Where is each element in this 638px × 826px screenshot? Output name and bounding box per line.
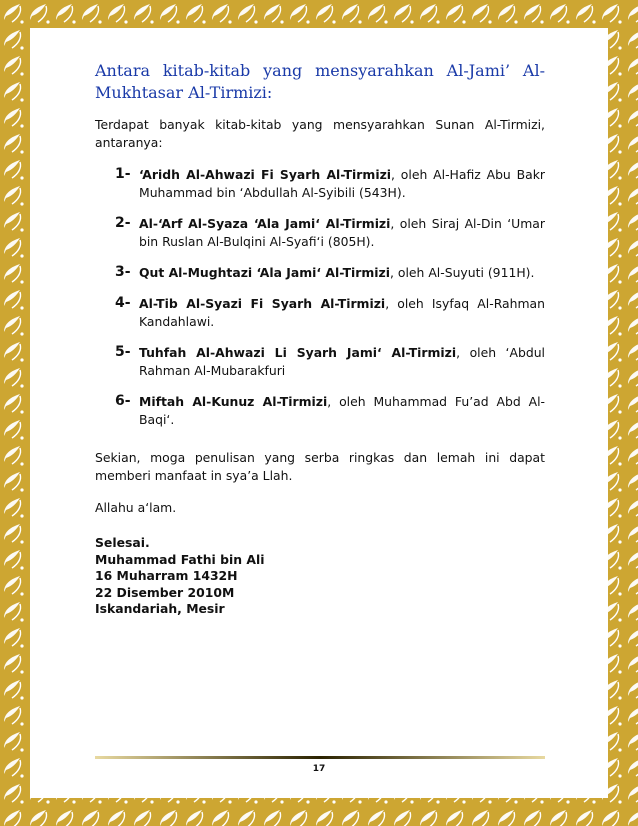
list-item [115,215,545,251]
list-number: 2- [115,215,131,231]
book-title: Al-‘Arf Al-Syaza ‘Ala Jami‘ Al-Tirmizi [139,216,391,231]
book-author: , oleh Muhammad Fu’ad Abd Al-Baqi‘. [139,394,546,427]
list-number: 6- [115,393,131,409]
book-list [95,166,545,429]
signature-hijri-date: 16 Muharram 1432H [95,568,238,583]
allahu-alam: Allahu a‘lam. [95,500,177,515]
document-body [95,60,545,618]
signature-selesai: Selesai. [95,535,150,550]
signature-author: Muhammad Fathi bin Ali [95,551,265,567]
book-author: , oleh ‘Abdul Rahman Al-Mubarakfuri [139,345,545,378]
section-heading: Antara kitab-kitab yang mensyarahkan Al-Jami’ Al-Mukhtasar Al-Tirmizi: [95,61,545,102]
book-title: Al-Tib Al-Syazi Fi Syarh Al-Tirmizi [139,296,386,311]
list-number: 1- [115,166,131,182]
intro-paragraph: Terdapat banyak kitab-kitab yang mensyarahkan Sunan Al-Tirmizi, antaranya: [95,117,545,150]
footer-divider [95,756,545,759]
book-author: , oleh Al-Suyuti (911H). [390,265,535,280]
list-item [115,393,545,429]
book-title: Tuhfah Al-Ahwazi Li Syarh Jami‘ Al-Tirmizi [139,345,457,360]
book-author: , oleh Siraj Al-Din ‘Umar bin Ruslan Al-Bulqini Al-Syafi‘i (805H). [139,216,545,249]
list-item [115,344,545,380]
book-title: Qut Al-Mughtazi ‘Ala Jami‘ Al-Tirmizi [139,265,390,280]
book-author: , oleh Al-Hafiz Abu Bakr Muhammad bin ‘Abdullah Al-Syibili (543H). [139,167,545,200]
page-number: 17 [312,764,326,774]
list-item [115,166,545,202]
signature-gregorian-date: 22 Disember 2010M [95,584,235,600]
list-number: 4- [115,295,131,311]
closing-paragraph: Sekian, moga penulisan yang serba ringkas dan lemah ini dapat memberi manfaat in sya’a Llah. [95,450,545,483]
list-item [115,264,545,282]
list-number: 3- [115,264,131,280]
signature-location: Iskandariah, Mesir [95,601,225,616]
signature-block [95,535,545,618]
book-title: Miftah Al-Kunuz Al-Tirmizi [139,394,328,409]
list-number: 5- [115,344,131,360]
book-title: ‘Aridh Al-Ahwazi Fi Syarh Al-Tirmizi [139,167,392,182]
book-author: , oleh Isyfaq Al-Rahman Kandahlawi. [139,296,545,329]
list-item [115,295,545,331]
